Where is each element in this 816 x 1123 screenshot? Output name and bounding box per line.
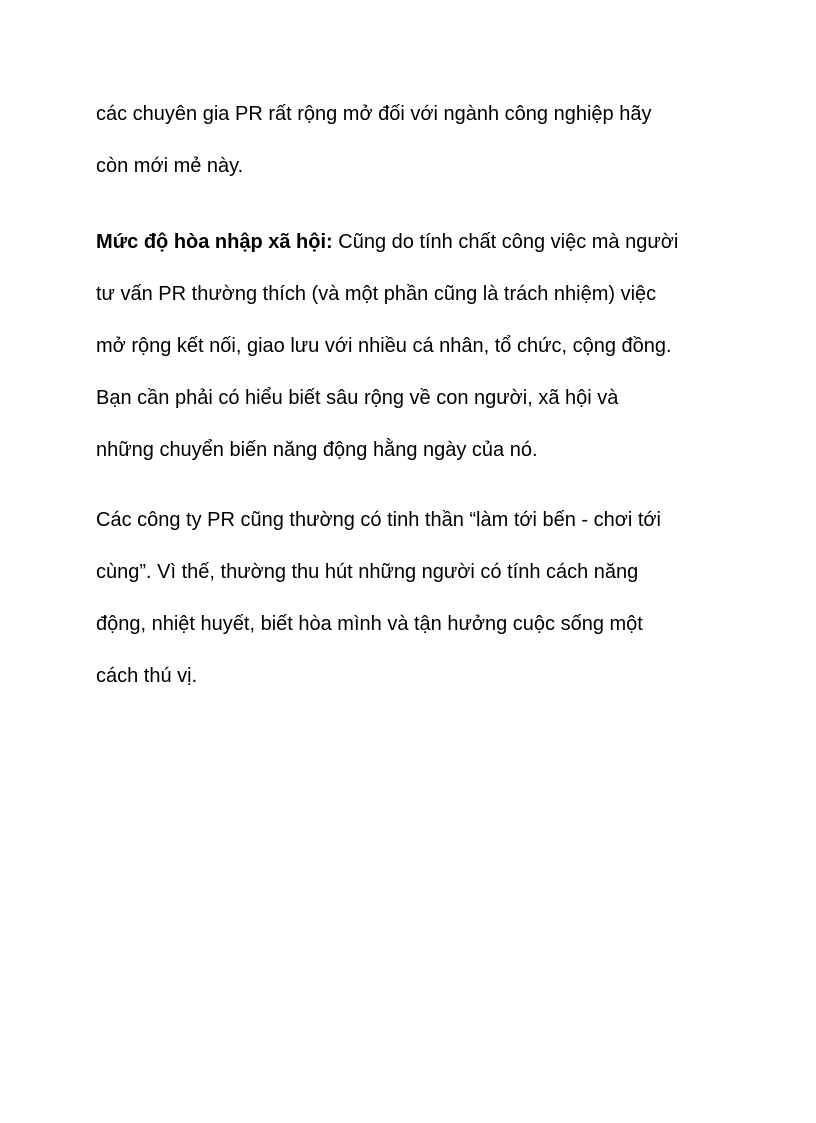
text-line-with-heading (96, 216, 736, 268)
paragraph-heading: Mức độ hòa nhập xã hội: (96, 231, 333, 253)
paragraph-1 (96, 88, 736, 192)
text-run: Cũng do tính chất công việc mà người (332, 231, 679, 253)
text-line: các chuyên gia PR rất rộng mở đối với ngành công nghiệp hãy (96, 103, 652, 125)
text-line: Bạn cần phải có hiểu biết sâu rộng về con người, xã hội và (96, 387, 619, 409)
text-line: những chuyển biến năng động hằng ngày của nó. (96, 439, 538, 461)
text-line: cách thú vị. (96, 665, 198, 687)
text-line: động, nhiệt huyết, biết hòa mình và tận hưởng cuộc sống một (96, 613, 643, 635)
text-line: mở rộng kết nối, giao lưu với nhiều cá nhân, tổ chức, cộng đồng. (96, 335, 672, 357)
paragraph-3 (96, 494, 736, 702)
text-line: còn mới mẻ này. (96, 155, 244, 177)
text-line: tư vấn PR thường thích (và một phần cũng là trách nhiệm) việc (96, 283, 657, 305)
text-line: cùng”. Vì thế, thường thu hút những người có tính cách năng (96, 561, 639, 583)
text-line: Các công ty PR cũng thường có tinh thần “làm tới bến - chơi tới (96, 509, 661, 531)
paragraph-2 (96, 216, 736, 476)
